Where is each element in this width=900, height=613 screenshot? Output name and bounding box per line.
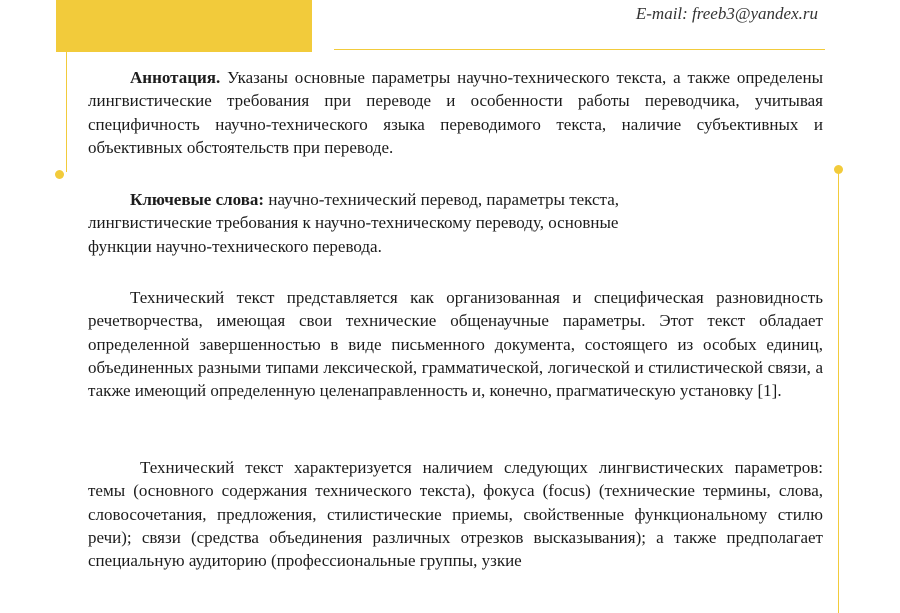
- body-paragraph-2: Технический текст характеризуется наличием следующих лингвистических параметров: темы (основного содержания технического текста), фокуса (focus) (технические термины, слова, словосочетания, предложения, стилистические приемы, свойственные функциональному стилю речи); связи (средства объединения различных отрезков высказывания); а также предполагает специальную аудиторию (профессиональные группы, узкие: [88, 458, 823, 571]
- right-accent-dot: [834, 165, 843, 174]
- author-email: E-mail: freeb3@yandex.ru: [635, 4, 818, 23]
- body-paragraph-1: Технический текст представляется как организованная и специфическая разновидность речетворчества, имеющая свои технические общенаучные параметры. Этот текст обладает определенной завершенностью в виде письменного документа, состоящего из особых единиц, объединенных разными типами лексической, грамматической, логической и стилистической связи, а также имеющий определенную целенаправленность и, конечно, прагматическую установку [1].: [88, 288, 823, 401]
- header-divider-line: [334, 49, 825, 50]
- header-accent-block: [56, 0, 312, 52]
- keywords-label: Ключевые слова:: [130, 190, 265, 209]
- right-accent-line: [838, 173, 839, 613]
- keywords-line-2: лингвистические требования к научно-техническому переводу, основные: [88, 213, 619, 233]
- abstract-text: Указаны основные параметры научно-технического текста, а также определены лингвистические требования при переводе и особенности работы переводчика, учитывая специфичность научно-технического языка переводимого текста, наличие субъективных и объективных обстоятельств при переводе.: [88, 68, 823, 157]
- left-accent-dot: [55, 170, 64, 179]
- keywords-paragraph: [88, 188, 823, 258]
- abstract-label: Аннотация.: [130, 68, 221, 87]
- keywords-line-3: функции научно-технического перевода.: [88, 236, 382, 256]
- keywords-line-1: научно-технический перевод, параметры текста,: [264, 190, 619, 209]
- left-accent-line: [66, 52, 67, 172]
- abstract-paragraph: [88, 66, 823, 159]
